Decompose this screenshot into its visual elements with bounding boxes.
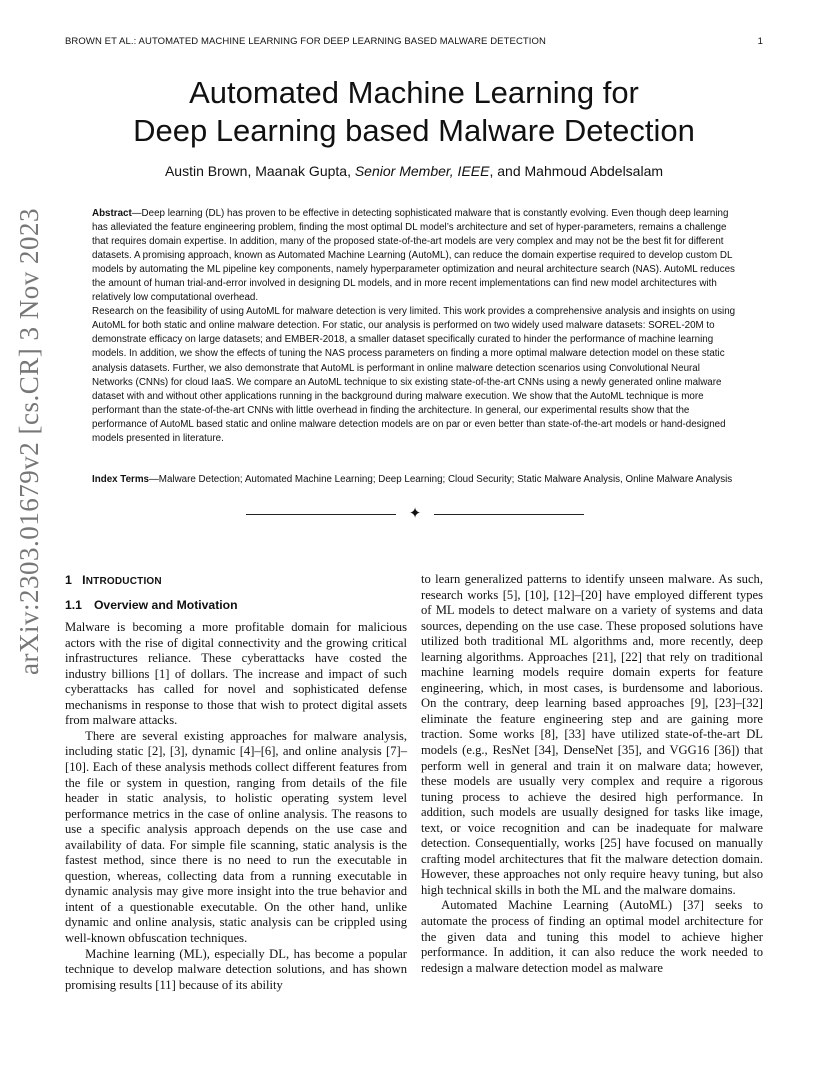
abstract-text-1: —Deep learning (DL) has proven to be effective in detecting sophisticated malware that is constantly evolving. Even though deep learning has alleviated the feature engineering problem, finding the most optimal DL model’s architecture and set of hyper-parameters, remains a challenge that requires domain expertise. In addition, many of the proposed state-of-the-art models are very complex and may not be the best fit for different datasets. A promising approach, known as Automated Machine Learning (AutoML), can reduce the domain expertise required to develop custom DL models by automating the ML pipeline key components, namely hyperparameter optimization and neural architecture search (NAS). AutoML reduces the amount of human trial-and-error involved in designing DL models, and in more recent implementations can find new model architectures with relatively low computational overhead. (92, 208, 735, 304)
body-paragraph: Malware is becoming a more profitable domain for malicious actors with the rise of digital connectivity and the growing critical infrastructures reliance. These cyberattacks have costed the industry billions [1] of dollars. The increase and impact of such cyberattacks has called for novel and sophisticated defense mechanisms in response to those that wish to protect digital assets from malware attacks. (65, 620, 407, 728)
body-paragraph: Automated Machine Learning (AutoML) [37] seeks to automate the process of finding an optimal model architecture for the given data and tuning this model to achieve higher performance. In addition, it can also reduce the work needed to redesign a malware detection model as malware (421, 898, 763, 975)
left-column (65, 573, 407, 993)
section-heading (65, 573, 407, 590)
authors-last: , and Mahmoud Abdelsalam (489, 163, 664, 179)
abstract-label: Abstract (92, 208, 132, 219)
body-paragraph: Machine learning (ML), especially DL, has become a popular technique to develop malware detection solutions, and has shown promising results [11] because of its ability (65, 946, 407, 992)
arxiv-stamp: arXiv:2303.01679v2 [cs.CR] 3 Nov 2023 (14, 208, 44, 675)
subsection-title: Overview and Motivation (93, 597, 238, 612)
body-paragraph: There are several existing approaches for malware analysis, including static [2], [3], dynamic [4]–[6], and online analysis [7]–[10]. Each of these analysis methods collect different features from the file or system in question, ranging from details of the file header in static analysis, to holistic operating system level performance metrics in the case of online analysis. The reasons to use a specific analysis approach depends on the use case and availability of data. For simple file scanning, static analysis is the fastest method, since there is no need to run the executable in question, whereas, collecting data from a running executable in dynamic analysis may give more insight into the true behavior and intent of a questionable executable. On the other hand, unlike dynamic and online analysis, static analysis can be crippled using well-known obfuscation techniques. (65, 728, 407, 946)
index-terms (92, 473, 740, 487)
section-title-initial: I (82, 573, 86, 587)
author-list (0, 163, 828, 179)
author-role: Senior Member, IEEE (354, 163, 490, 179)
subsection-heading (65, 598, 407, 614)
running-header (65, 36, 763, 50)
paper-title (0, 74, 828, 150)
body-paragraph: to learn generalized patterns to identify unseen malware. As such, research works [5], [10], [12]–[20] have employed different types of ML models to detect malware on a variety of systems and data sources, depending on the use case. These proposed solutions have utilized both traditional ML algorithms and, more recently, deep learning algorithms. Approaches [21], [22] that rely on traditional machine learning models require domain experts for feature engineering, which, in most cases, is burdensome and laborious. On the contrary, deep learning based approaches [9], [23]–[32] eliminate the feature engineering step and are gaining more traction. Some works [8], [33] have utilized state-of-the-art DL models (e.g., ResNet [34], DenseNet [35], and VGG16 [36]) that perform well in general and train it on malware data; however, these models are usually very complex and require a rigorous tuning process to achieve the desired high performance. In addition, such models are usually designed for tasks like image, text, or voice recognition and can be inadequate for malware detection. Consequentially, works [25] have focused on manually crafting model architectures that fit the malware detection domain. However, these approaches not only require heavy tuning, but also high technical skills in both the ML and the malware domains. (421, 572, 763, 897)
title-line-2: Deep Learning based Malware Detection (133, 113, 695, 148)
authors-main: Austin Brown, Maanak Gupta, (164, 163, 355, 179)
section-number: 1 (65, 573, 73, 587)
abstract-paragraph-1 (92, 207, 740, 305)
right-column (421, 572, 763, 976)
divider-symbol: ✦ (408, 506, 422, 522)
abstract-paragraph-2: Research on the feasibility of using AutoML for malware detection is very limited. This work provides a comprehensive analysis and insights on using AutoML for both static and online malware detection. For static, our analysis is performed on two widely used malware datasets: SOREL-20M to demonstrate efficacy on large datasets; and EMBER-2018, a smaller dataset specifically curated to hinder the performance of machine learning models. In addition, we show the effects of tuning the NAS process parameters on finding a more optimal malware detection model on these static analysis datasets. Further, we also demonstrate that AutoML is performant in online malware detection scenarios using Convolutional Neural Networks (CNNs) for cloud IaaS. We compare an AutoML technique to six existing state-of-the-art CNNs using a newly generated online malware dataset with and without other applications running in the background during malware execution. We show that the AutoML technique is more performant than the state-of-the-art CNNs with little overhead in finding the architecture. In general, our experimental results show that the performance of AutoML based static and online malware detection models are on par or even better than state-of-the-art models or hand-designed models presented in literature. (92, 306, 736, 444)
abstract (92, 207, 740, 446)
section-divider (246, 508, 584, 522)
index-terms-label: Index Terms (92, 474, 149, 485)
subsection-number: 1.1 (65, 597, 82, 612)
page-number: 1 (757, 36, 763, 47)
index-terms-text: —Malware Detection; Automated Machine Learning; Deep Learning; Cloud Security; Static Malware Analysis, Online Malware Analysis (149, 474, 733, 485)
divider-line-right (434, 514, 584, 515)
running-title: BROWN ET AL.: AUTOMATED MACHINE LEARNING FOR DEEP LEARNING BASED MALWARE DETECTION (65, 36, 546, 47)
title-line-1: Automated Machine Learning for (189, 75, 639, 110)
section-title-rest: NTRODUCTION (85, 576, 162, 587)
